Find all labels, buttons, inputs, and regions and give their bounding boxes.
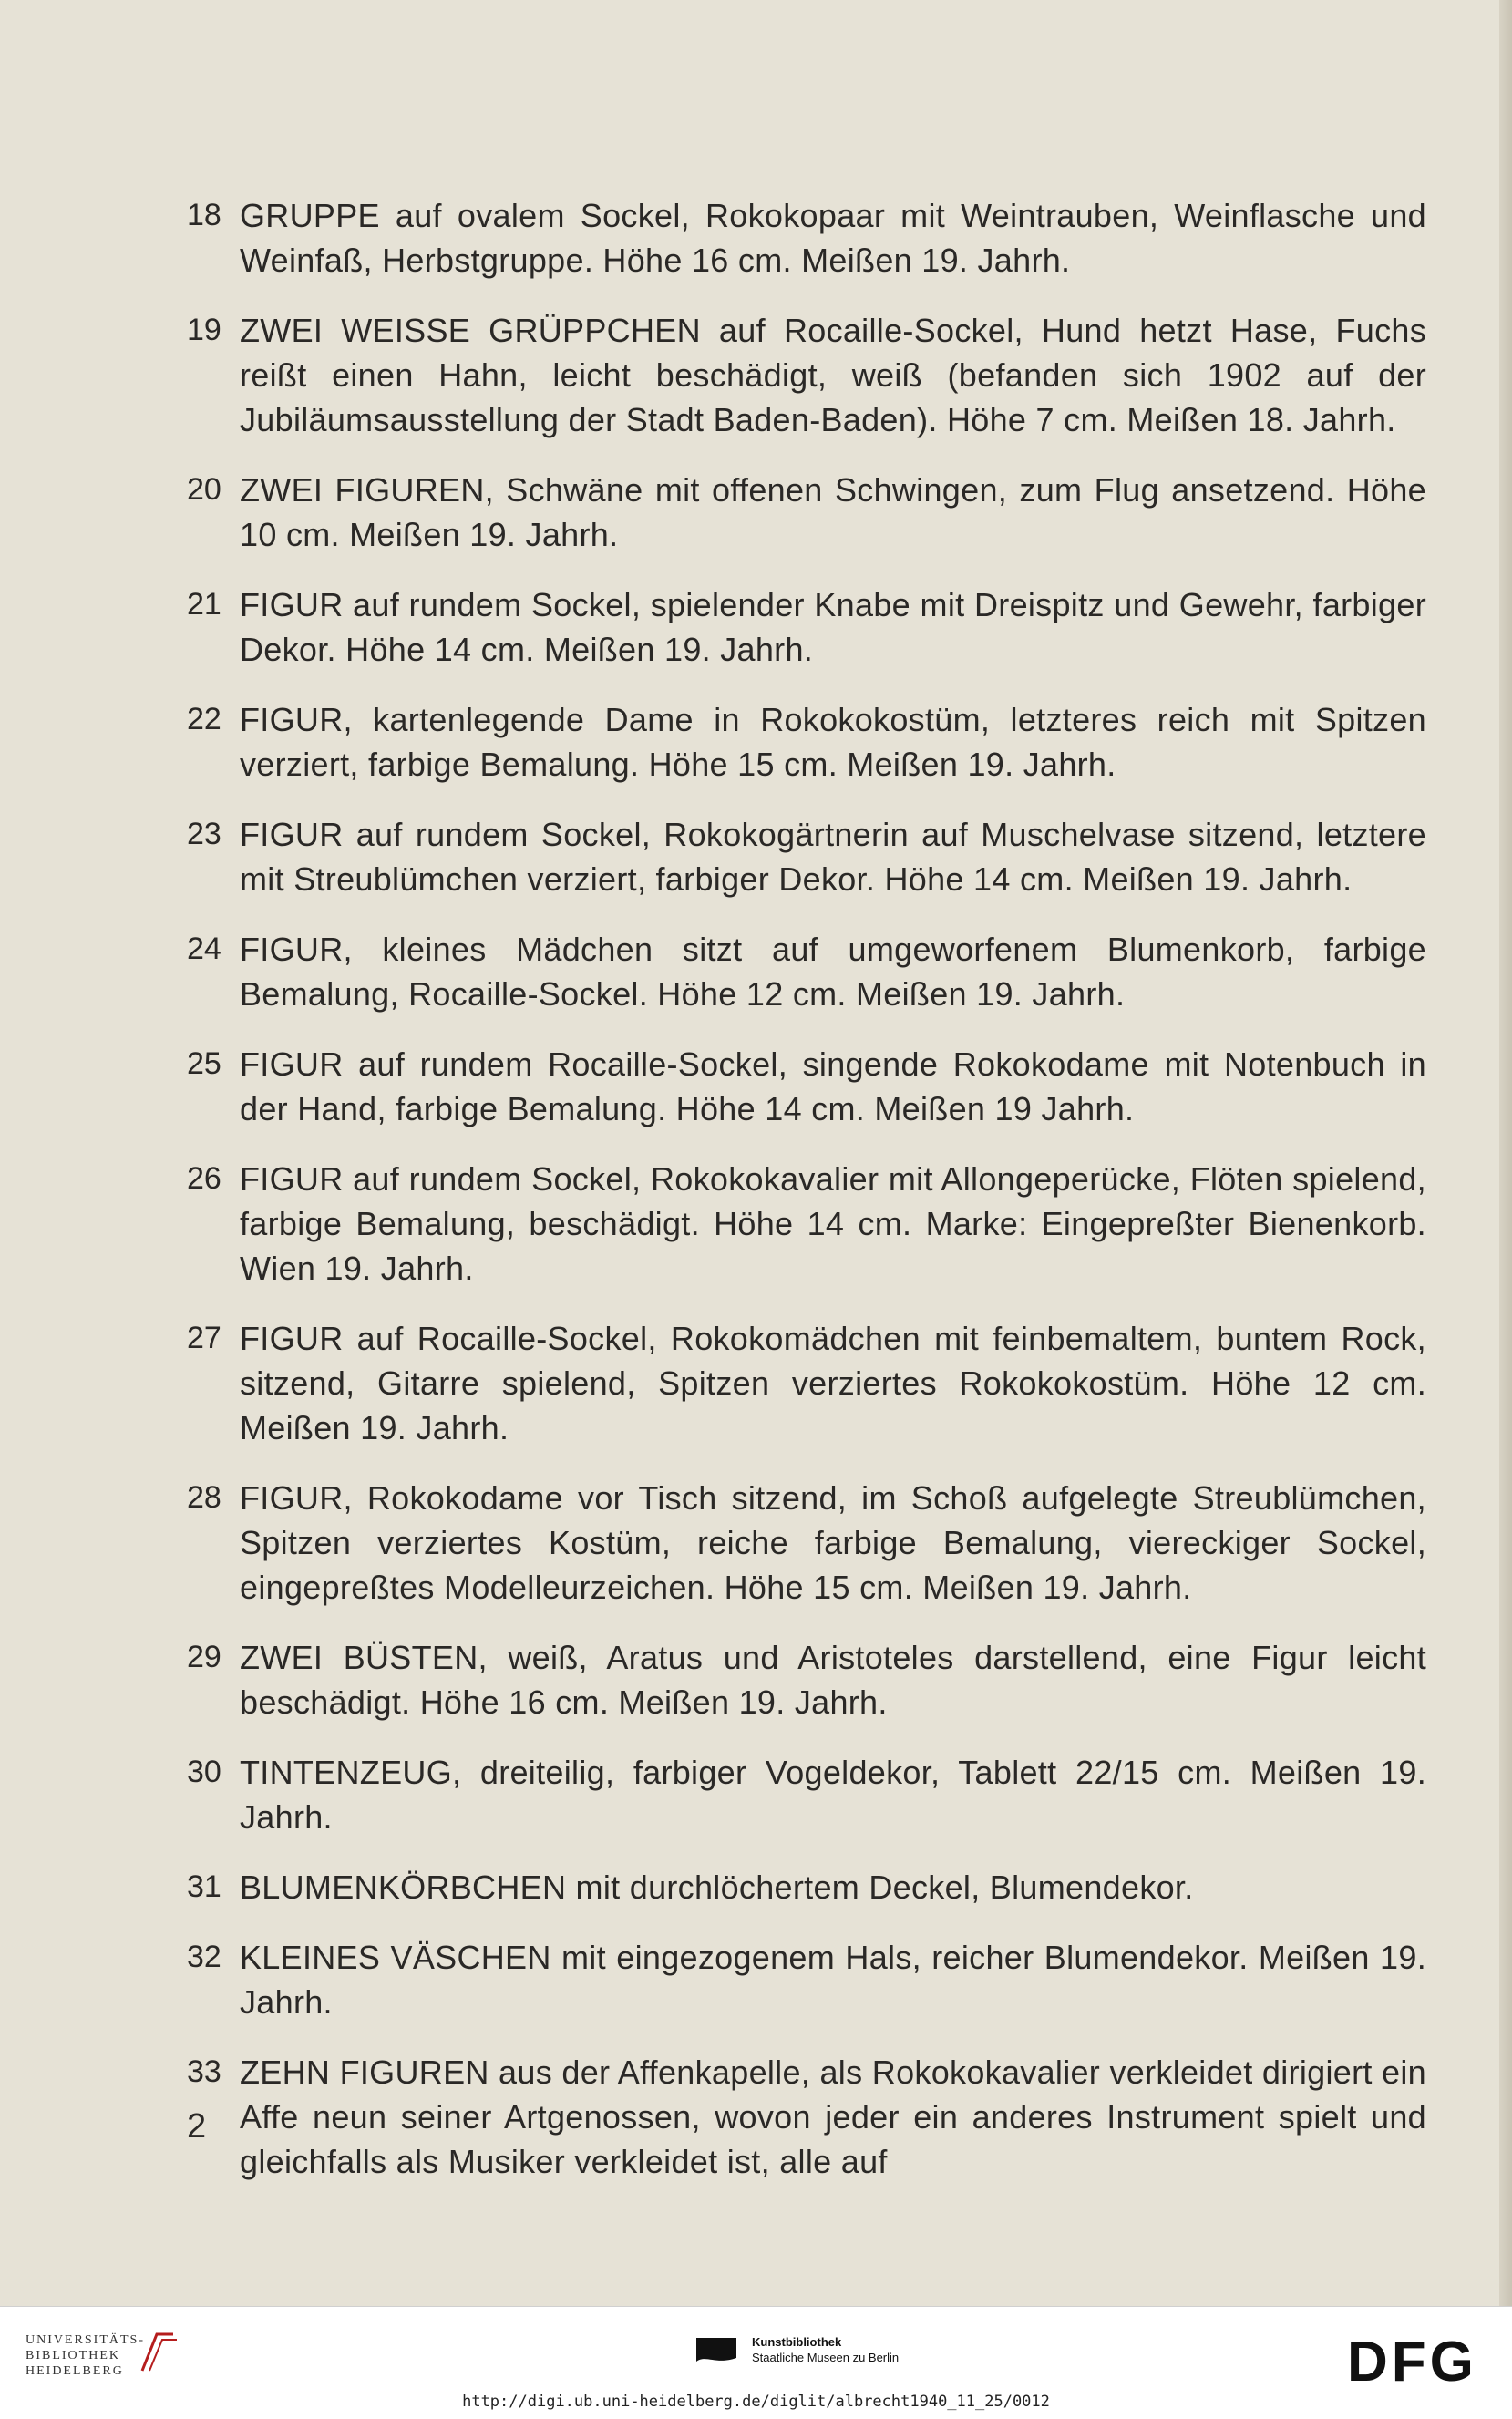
entry-text: KLEINES VÄSCHEN mit eingezogenem Hals, reicher Blumendekor. Meißen 19. Jahrh. (240, 1939, 1426, 2021)
page-number: 2 (187, 2107, 207, 2146)
university-line: BIBLIOTHEK (26, 2349, 120, 2362)
entry-number: 21 (187, 587, 221, 622)
entry-text: ZWEI BÜSTEN, weiß, Aratus und Aristoteles darstellend, eine Figur leicht beschädigt. Höhe 16 cm. Meißen 19. Jahrh. (240, 1639, 1426, 1721)
kunstbibliothek-subtitle: Staatliche Museen zu Berlin (752, 2351, 900, 2364)
entry-number: 23 (187, 817, 221, 851)
entry-text: FIGUR auf rundem Sockel, spielender Knabe mit Dreispitz und Gewehr, farbiger Dekor. Höhe 14 cm. Meißen 19. Jahrh. (240, 586, 1426, 668)
entry-number: 25 (187, 1046, 221, 1081)
catalog-entry (187, 1935, 1426, 2024)
entry-text: BLUMENKÖRBCHEN mit durchlöchertem Deckel, Blumendekor. (240, 1868, 1194, 1906)
entry-text: FIGUR auf rundem Sockel, Rokokogärtnerin auf Muschelvase sitzend, letztere mit Streublümchen verziert, farbiger Dekor. Höhe 14 cm. Meißen 19. Jahrh. (240, 816, 1426, 898)
permalink-url[interactable]: http://digi.ub.uni-heidelberg.de/diglit/albrecht1940_11_25/0012 (462, 2393, 1050, 2411)
entry-number: 27 (187, 1321, 221, 1355)
entry-number: 22 (187, 702, 221, 736)
university-library-name (26, 2332, 145, 2379)
catalog-entry (187, 582, 1426, 672)
entry-text: FIGUR auf rundem Rocaille-Sockel, singende Rokokodame mit Notenbuch in der Hand, farbige Bemalung. Höhe 14 cm. Meißen 19 Jahrh. (240, 1045, 1426, 1127)
university-line: HEIDELBERG (26, 2364, 124, 2378)
entry-number: 33 (187, 2054, 221, 2089)
page-edge (1499, 0, 1512, 2306)
catalog-entry (187, 308, 1426, 442)
entry-number: 28 (187, 1480, 221, 1515)
catalog-entries (187, 193, 1426, 2209)
entry-number: 24 (187, 932, 221, 966)
catalog-entry (187, 812, 1426, 901)
entry-text: TINTENZEUG, dreiteilig, farbiger Vogeldekor, Tablett 22/15 cm. Meißen 19. Jahrh. (240, 1754, 1426, 1836)
entry-number: 31 (187, 1869, 221, 1904)
entry-text: ZWEI FIGUREN, Schwäne mit offenen Schwingen, zum Flug ansetzend. Höhe 10 cm. Meißen 19. Jahrh. (240, 471, 1426, 553)
entry-number: 29 (187, 1640, 221, 1674)
catalog-entry (187, 1865, 1426, 1909)
catalog-entry (187, 193, 1426, 283)
entry-number: 19 (187, 313, 221, 347)
entry-number: 18 (187, 198, 221, 232)
catalog-entry (187, 1157, 1426, 1291)
kunstbibliothek-logo-icon (693, 2334, 740, 2382)
catalog-entry (187, 468, 1426, 557)
digitization-footer (0, 2306, 1512, 2419)
catalog-entry (187, 1316, 1426, 1450)
catalog-entry (187, 1476, 1426, 1610)
entry-number: 30 (187, 1755, 221, 1789)
entry-text: ZWEI WEISSE GRÜPPCHEN auf Rocaille-Sockel, Hund hetzt Hase, Fuchs reißt einen Hahn, leicht beschädigt, weiß (befanden sich 1902 auf der Jubiläumsausstellung der Stadt Baden-Baden). Höhe 7 cm. Meißen 18. Jahrh. (240, 312, 1426, 438)
university-line: UNIVERSITÄTS- (26, 2333, 145, 2347)
catalog-entry (187, 2050, 1426, 2184)
catalog-entry (187, 1750, 1426, 1839)
kunstbibliothek-name (752, 2334, 899, 2365)
university-logo-icon (137, 2327, 182, 2378)
entry-text: FIGUR auf Rocaille-Sockel, Rokokomädchen mit feinbemaltem, buntem Rock, sitzend, Gitarre spielend, Spitzen verziertes Rokokokostüm. Höhe 12 cm. Meißen 19. Jahrh. (240, 1320, 1426, 1446)
entry-text: FIGUR auf rundem Sockel, Rokokokavalier mit Allongeperücke, Flöten spielend, farbige Bemalung, beschädigt. Höhe 14 cm. Marke: Eingepreßter Bienenkorb. Wien 19. Jahrh. (240, 1160, 1426, 1287)
catalog-entry (187, 927, 1426, 1016)
entry-number: 32 (187, 1940, 221, 1974)
catalog-entry (187, 1042, 1426, 1131)
entry-text: GRUPPE auf ovalem Sockel, Rokokopaar mit Weintrauben, Weinflasche und Weinfaß, Herbstgruppe. Höhe 16 cm. Meißen 19. Jahrh. (240, 197, 1426, 279)
entry-text: FIGUR, Rokokodame vor Tisch sitzend, im Schoß aufgelegte Streublümchen, Spitzen verziertes Kostüm, reiche farbige Bemalung, viereckiger Sockel, eingepreßtes Modelleurzeichen. Höhe 15 cm. Meißen 19. Jahrh. (240, 1479, 1426, 1606)
kunstbibliothek-title: Kunstbibliothek (752, 2335, 842, 2349)
dfg-logo: DFG (1347, 2331, 1477, 2393)
entry-text: FIGUR, kleines Mädchen sitzt auf umgeworfenem Blumenkorb, farbige Bemalung, Rocaille-Sockel. Höhe 12 cm. Meißen 19. Jahrh. (240, 931, 1426, 1013)
catalog-entry (187, 1635, 1426, 1724)
entry-number: 20 (187, 472, 221, 507)
entry-number: 26 (187, 1161, 221, 1196)
entry-text: ZEHN FIGUREN aus der Affenkapelle, als Rokokokavalier verkleidet dirigiert ein Affe neun seiner Artgenossen, wovon jeder ein anderes Instrument spielt und gleichfalls als Musiker verkleidet ist, alle auf (240, 2054, 1426, 2180)
entry-text: FIGUR, kartenlegende Dame in Rokokokostüm, letzteres reich mit Spitzen verziert, farbige Bemalung. Höhe 15 cm. Meißen 19. Jahrh. (240, 701, 1426, 783)
catalog-entry (187, 697, 1426, 787)
